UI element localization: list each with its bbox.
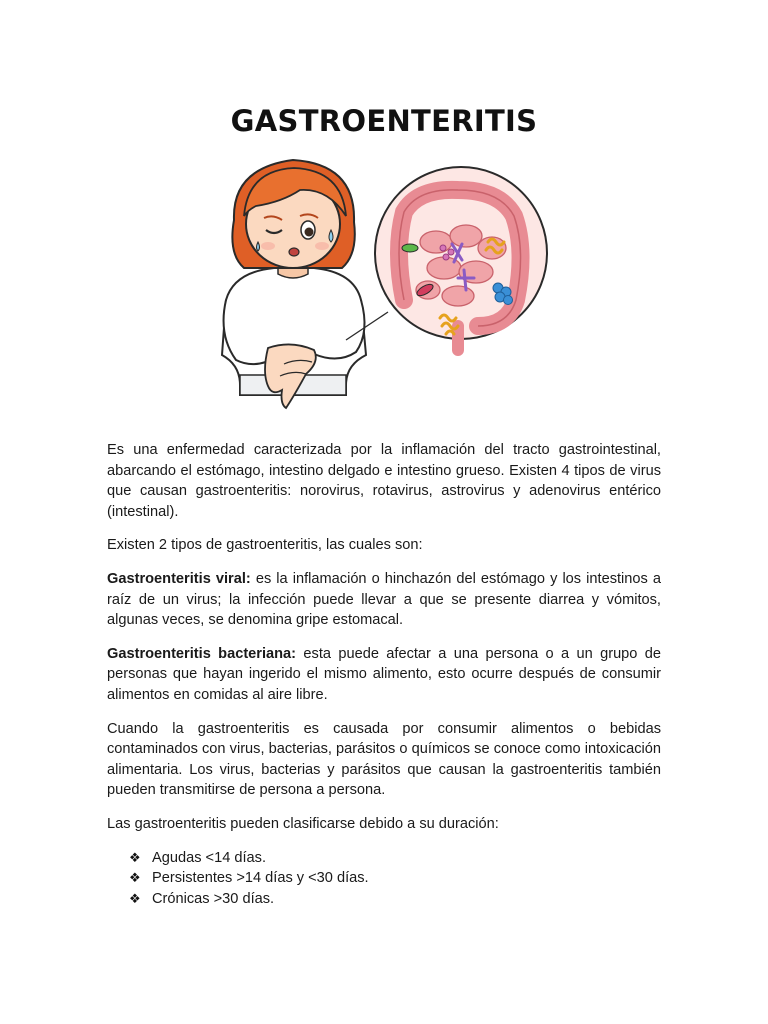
gastroenteritis-illustration xyxy=(196,150,576,415)
list-item xyxy=(127,848,661,869)
bacterial-description: esta puede afectar a una persona o a un grupo de personas que hayan ingerido el mismo alimento, esto ocurre después de consumir alimentos en comidas al aire libre. xyxy=(107,645,662,703)
viral-term: Gastroenteritis viral: xyxy=(107,570,251,587)
list-item-text: Agudas <14 días. xyxy=(152,849,266,866)
bacterial-term: Gastroenteritis bacteriana: xyxy=(107,645,297,662)
list-item-text: Crónicas >30 días. xyxy=(152,890,275,907)
list-item xyxy=(127,889,661,910)
viral-paragraph xyxy=(107,569,661,631)
diamond-bullet-icon: ❖ xyxy=(129,870,141,886)
intestines-inset xyxy=(375,167,547,350)
diamond-bullet-icon: ❖ xyxy=(129,890,141,906)
list-item-text: Persistentes >14 días y <30 días. xyxy=(152,870,369,887)
bacterial-paragraph xyxy=(107,644,661,706)
types-intro-paragraph: Existen 2 tipos de gastroenteritis, las cuales son: xyxy=(107,537,423,554)
classification-intro-paragraph: Las gastroenteritis pueden clasificarse debido a su duración: xyxy=(107,815,499,832)
viral-description: es la inflamación o hinchazón del estómago y los intestinos a raíz de un virus; la infección puede llevar a que se presente diarrea y vómitos, algunas veces, se denomina gripe estomacal. xyxy=(107,570,661,629)
food-poisoning-paragraph: Cuando la gastroenteritis es causada por consumir alimentos o bebidas contaminados con virus, bacterias, parásitos o químicos se conoce como intoxicación alimentaria. Los virus, bacterias y parásitos que causan la gastroenteritis también pueden transmitirse de persona a persona. xyxy=(107,720,661,799)
intro-paragraph: Es una enfermedad caracterizada por la inflamación del tracto gastrointestinal, abarcando el estómago, intestino delgado e intestino grueso. Existen 4 tipos de virus que causan gastroenteritis: norovirus, rotavirus, astrovirus y adenovirus entérico (intestinal). xyxy=(107,442,661,520)
page-title: GASTROENTERITIS xyxy=(230,104,538,138)
list-item xyxy=(127,868,661,889)
child-figure xyxy=(222,160,366,408)
diamond-bullet-icon: ❖ xyxy=(129,849,141,865)
duration-list xyxy=(107,848,661,910)
document-body xyxy=(107,440,661,909)
